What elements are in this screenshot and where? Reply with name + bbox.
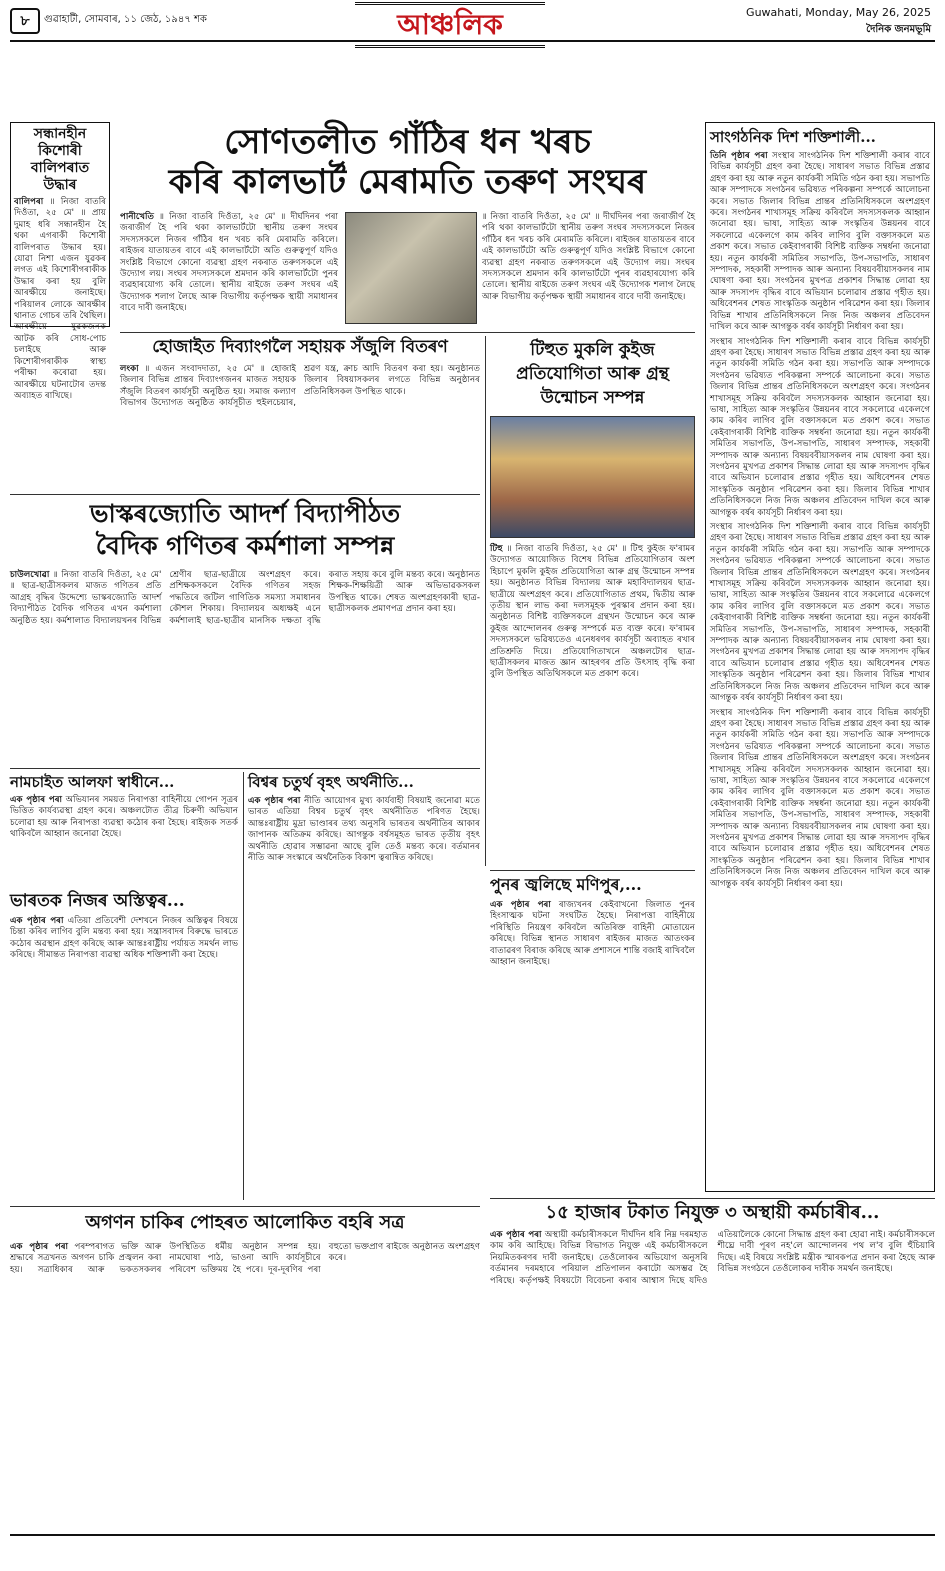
byline-bharat: এক পৃষ্ঠাৰ পৰা [10,916,64,926]
article-vedic [10,498,480,763]
byline-alpha: এক পৃষ্ঠাৰ পৰা [10,795,63,805]
body-bharat [10,916,238,1198]
body-kalvert-right [482,212,695,327]
headline-economy: বিশ্বৰ চতুৰ্থ বৃহৎ অৰ্থনীতি... [248,773,414,791]
headline-karmachari: ১৫ হাজাৰ টকাত নিযুক্ত ৩ অস্থায়ী কৰ্মচাৰীৰ... [545,1202,880,1223]
text-alpha: অভিযানৰ সময়ত নিৰাপত্তা বাহিনীয়ে গোপন সূত্ৰৰ ভিত্তিত কাৰ্যব্যৱস্থা গ্ৰহণ কৰে। অঞ্চলটোত তীব্ৰ চিৰুণী অভিযান চলোৱা হয় আৰু নিৰাপত্তা ব্যৱস্থা কঠোৰ কৰা হৈছে। ৰাইজক সতৰ্ক থাকিবলৈ আহ্বান জনোৱা হৈছে। [10,795,239,840]
dateline-assamese: গুৱাহাটী, সোমবাৰ, ১১ জেঠ, ১৯৪৭ শক [44,14,207,25]
footer-rule [10,1534,935,1536]
headline-alpha: নামচাইত আলফা স্বাধীনে... [10,773,175,791]
byline-sangathanik: তিনি পৃষ্ঠাৰ পৰা [710,151,768,161]
text-sangathanik-4: সংস্থাৰ সাংগঠনিক দিশ শক্তিশালী কৰাৰ বাবে বিভিন্ন কাৰ্যসূচী গ্ৰহণ কৰা হৈছে। সাধাৰণ সভাত বিভিন্ন প্ৰস্তাৱ গ্ৰহণ কৰা হয় আৰু নতুন কাৰ্যকৰী সমিতি গঠন কৰা হয়। সভাপতি আৰু সম্পাদকে সংগঠনৰ ভৱিষ্যত পৰিকল্পনা সম্পৰ্কে আলোচনা কৰে। সভাত জিলাৰ বিভিন্ন প্ৰান্তৰ প্ৰতিনিধিসকলে অংশগ্ৰহণ কৰে। সংগঠনৰ শাখাসমূহ সক্ৰিয় কৰিবলৈ সদস্যসকলক আহ্বান জনোৱা হয়। ভাষা, সাহিত্য আৰু সংস্কৃতিৰ উন্নয়নৰ বাবে সকলোৱে একেলগে কাম কৰিব লাগিব বুলি বক্তাসকলে মত প্ৰকাশ কৰে। সভাত কেইবাগৰাকী বিশিষ্ট ব্যক্তিক সম্বৰ্ধনা জনোৱা হয়। নতুন কাৰ্যকৰী সমিতিৰ সভাপতি, উপ-সভাপতি, সাধাৰণ সম্পাদক, সহকাৰী সম্পাদক আৰু অন্যান্য বিষয়ববীয়াসকলৰ নাম ঘোষণা কৰা হয়। সংগঠনৰ মুখপত্ৰ প্ৰকাশৰ সিদ্ধান্ত লোৱা হয় আৰু সদস্যপদ বৃদ্ধিৰ বাবে অভিযান চলোৱাৰ প্ৰস্তাৱ গৃহীত হয়। অধিবেশনৰ শেষত সাংস্কৃতিক অনুষ্ঠান পৰিৱেশন কৰা হয়। জিলাৰ বিভিন্ন শাখাৰ প্ৰতিনিধিসকলে নিজ নিজ অঞ্চলৰ প্ৰতিবেদন দাখিল কৰে আৰু আগন্তুক বৰ্ষৰ কাৰ্যসূচী নিৰ্ধাৰণ কৰা হয়। [710,707,930,889]
text-sangathanik-1: সংস্থাৰ সাংগঠনিক দিশ শক্তিশালী কৰাৰ বাবে বিভিন্ন কাৰ্যসূচী গ্ৰহণ কৰা হৈছে। সাধাৰণ সভাত বিভিন্ন প্ৰস্তাৱ গ্ৰহণ কৰা হয় আৰু নতুন কাৰ্যকৰী সমিতি গঠন কৰা হয়। সভাপতি আৰু সম্পাদকে সংগঠনৰ ভৱিষ্যত পৰিকল্পনা সম্পৰ্কে আলোচনা কৰে। সভাত জিলাৰ বিভিন্ন প্ৰান্তৰ প্ৰতিনিধিসকলে অংশগ্ৰহণ কৰে। সংগঠনৰ শাখাসমূহ সক্ৰিয় কৰিবলৈ সদস্যসকলক আহ্বান জনোৱা হয়। ভাষা, সাহিত্য আৰু সংস্কৃতিৰ উন্নয়নৰ বাবে সকলোৱে একেলগে কাম কৰিব লাগিব বুলি বক্তাসকলে মত প্ৰকাশ কৰে। সভাত কেইবাগৰাকী বিশিষ্ট ব্যক্তিক সম্বৰ্ধনা জনোৱা হয়। নতুন কাৰ্যকৰী সমিতিৰ সভাপতি, উপ-সভাপতি, সাধাৰণ সম্পাদক, সহকাৰী সম্পাদক আৰু অন্যান্য বিষয়ববীয়াসকলৰ নাম ঘোষণা কৰা হয়। সংগঠনৰ মুখপত্ৰ প্ৰকাশৰ সিদ্ধান্ত লোৱা হয় আৰু সদস্যপদ বৃদ্ধিৰ বাবে অভিযান চলোৱাৰ প্ৰস্তাৱ গৃহীত হয়। অধিবেশনৰ শেষত সাংস্কৃতিক অনুষ্ঠান পৰিৱেশন কৰা হয়। জিলাৰ বিভিন্ন শাখাৰ প্ৰতিনিধিসকলে নিজ নিজ অঞ্চলৰ প্ৰতিবেদন দাখিল কৰে আৰু আগন্তুক বৰ্ষৰ কাৰ্যসূচী নিৰ্ধাৰণ কৰা হয়। [710,151,931,333]
body-alpha [10,795,238,883]
divider-tihu [485,336,486,866]
headline-chakori: অগণন চাকিৰ পোহৰত আলোকিত বহৰি সত্ৰ [85,1212,405,1233]
text-tihu: ॥ নিজা বাতৰি দিওঁতা, ২৫ মে' ॥ টিহু কুইজ ফ'ৰামৰ উদ্যোগত আয়োজিত বিশেষ বিভিন্ন প্ৰতিযোগিতাৰ অংশ হিচাপে মুকলি কুইজ প্ৰতিযোগিতা আৰু গ্ৰন্থ উন্মোচন সম্পন্ন হয়। অনুষ্ঠানত বিভিন্ন বিদ্যালয় আৰু মহাবিদ্যালয়ৰ ছাত্ৰ-ছাত্ৰীয়ে অংশগ্ৰহণ কৰে। প্ৰতিযোগিতাত প্ৰথম, দ্বিতীয় আৰু তৃতীয় স্থান লাভ কৰা দলসমূহক পুৰস্কাৰ প্ৰদান কৰা হয়। অনুষ্ঠানত বিশিষ্ট ব্যক্তিসকলে গ্ৰন্থখন উন্মোচন কৰে আৰু কুইজ আন্দোলনৰ গুৰুত্ব সম্পৰ্কে মত ব্যক্ত কৰে। ফ'ৰামৰ সদস্যসকলে ভৱিষ্যতেও এনেধৰণৰ কাৰ্যসূচী অব্যাহত ৰখাৰ প্ৰতিশ্ৰুতি দিয়ে। প্ৰতিযোগিতাখনে অঞ্চলটোৰ ছাত্ৰ-ছাত্ৰীসকলৰ মাজত জ্ঞান আহৰণৰ প্ৰতি উৎসাহ বৃদ্ধি কৰা বুলি উপস্থিত অতিথিসকলে মত প্ৰকাশ কৰে। [490,544,695,680]
article-kalvert-headline [120,122,695,202]
masthead [0,0,945,108]
body-hojai [120,364,480,482]
article-sangathanik [705,122,935,1192]
article-economy [248,772,480,1200]
photo-kalvert [345,212,477,324]
page-number: ৮ [10,8,40,34]
text-manipur: ৰাজ্যখনৰ কেইবাখনো জিলাত পুনৰ হিংসাত্মক ঘটনা সংঘটিত হৈছে। নিৰাপত্তা বাহিনীয়ে পৰিস্থিতি নিয়ন্ত্ৰণ কৰিবলৈ অতিৰিক্ত বাহিনী মোতায়েন কৰিছে। বিভিন্ন স্থানত সাধাৰণ ৰাইজৰ মাজত আতংকৰ বাতাৱৰণ বিৰাজ কৰিছে আৰু প্ৰশাসনে শান্তি বজাই ৰাখিবলৈ আহ্বান জনাইছে। [490,900,695,968]
divider-chakori [10,1206,480,1207]
body-economy [248,796,480,1196]
section-logo: আঞ্চলিক [355,2,545,48]
body-tihu [490,544,695,844]
headline-kalvert-2: কৰি কালভাৰ্ট মেৰামতি তৰুণ সংঘৰ [168,162,647,202]
headline-manipur: পুনৰ জ্বলিছে মণিপুৰ,... [490,875,642,894]
article-kishori [10,122,110,401]
text-kalvert-cont: ॥ নিজা বাতৰি দিওঁতা, ২৫ মে' ॥ দীৰ্ঘদিনৰ পৰা জৰাজীৰ্ণ হৈ পৰি থকা কালভাৰ্টটো স্থানীয় তৰুণ সংঘৰ সদস্যসকলে নিজৰ গাঁঠিৰ ধন খৰচ কৰি মেৰামতি কৰিলে। ৰাইজৰ যাতায়তৰ বাবে এই কালভাৰ্টটো অতি গুৰুত্বপূৰ্ণ যদিও সংশ্লিষ্ট বিভাগে কোনো ব্যৱস্থা গ্ৰহণ নকৰাত তৰুণসকলে এই উদ্যোগ লয়। সংঘৰ সদস্যসকলে শ্ৰমদান কৰি কালভাৰ্টটো পুনৰ ব্যৱহাৰযোগ্য কৰি তোলে। স্থানীয় ৰাইজে তৰুণ সংঘৰ এই উদ্যোগক শলাগ লৈছে আৰু বিভাগীয় কৰ্তৃপক্ষক স্থায়ী সমাধানৰ বাবে দাবী জনাইছে। [482,212,695,302]
body-karmachari [490,1230,935,1526]
text-chakori: পৰম্পৰাগত ভক্তি আৰু শ্ৰদ্ধাৰে সত্ৰখনত অগণন চাকি প্ৰজ্বলন কৰা হয়। সত্ৰাধিকাৰ আৰু ভকতসকলৰ উপস্থিতিত ধৰ্মীয় অনুষ্ঠান সম্পন্ন হয়। নামঘোষা পাঠ, ভাওনা আদি কাৰ্যসূচীৰে পৰিবেশ ভক্তিময় হৈ পৰে। দূৰ-দূৰণিৰ পৰা বহুতো ভক্তপ্ৰাণ ৰাইজে অনুষ্ঠানত অংশগ্ৰহণ কৰে। [10,1242,480,1275]
text-sangathanik-2: সংস্থাৰ সাংগঠনিক দিশ শক্তিশালী কৰাৰ বাবে বিভিন্ন কাৰ্যসূচী গ্ৰহণ কৰা হৈছে। সাধাৰণ সভাত বিভিন্ন প্ৰস্তাৱ গ্ৰহণ কৰা হয় আৰু নতুন কাৰ্যকৰী সমিতি গঠন কৰা হয়। সভাপতি আৰু সম্পাদকে সংগঠনৰ ভৱিষ্যত পৰিকল্পনা সম্পৰ্কে আলোচনা কৰে। সভাত জিলাৰ বিভিন্ন প্ৰান্তৰ প্ৰতিনিধিসকলে অংশগ্ৰহণ কৰে। সংগঠনৰ শাখাসমূহ সক্ৰিয় কৰিবলৈ সদস্যসকলক আহ্বান জনোৱা হয়। ভাষা, সাহিত্য আৰু সংস্কৃতিৰ উন্নয়নৰ বাবে সকলোৱে একেলগে কাম কৰিব লাগিব বুলি বক্তাসকলে মত প্ৰকাশ কৰে। সভাত কেইবাগৰাকী বিশিষ্ট ব্যক্তিক সম্বৰ্ধনা জনোৱা হয়। নতুন কাৰ্যকৰী সমিতিৰ সভাপতি, উপ-সভাপতি, সাধাৰণ সম্পাদক, সহকাৰী সম্পাদক আৰু অন্যান্য বিষয়ববীয়াসকলৰ নাম ঘোষণা কৰা হয়। সংগঠনৰ মুখপত্ৰ প্ৰকাশৰ সিদ্ধান্ত লোৱা হয় আৰু সদস্যপদ বৃদ্ধিৰ বাবে অভিযান চলোৱাৰ প্ৰস্তাৱ গৃহীত হয়। অধিবেশনৰ শেষত সাংস্কৃতিক অনুষ্ঠান পৰিৱেশন কৰা হয়। জিলাৰ বিভিন্ন শাখাৰ প্ৰতিনিধিসকলে নিজ নিজ অঞ্চলৰ প্ৰতিবেদন দাখিল কৰে আৰু আগন্তুক বৰ্ষৰ কাৰ্যসূচী নিৰ্ধাৰণ কৰা হয়। [710,336,930,518]
body-manipur [490,900,695,1064]
body-chakori [10,1242,480,1526]
article-manipur [490,874,695,1064]
article-alpha [10,772,238,884]
photo-tihu [490,416,695,538]
divider-alpha [10,768,480,769]
byline-vedic: চাউলখোৱা [10,570,50,580]
article-hojai [120,336,480,491]
headline-hojai: হোজাইত দিব্যাংগলৈ সহায়ক সঁজুলি বিতৰণ [152,337,448,357]
text-vedic: ॥ নিজা বাতৰি দিওঁতা, ২৫ মে' ॥ ছাত্ৰ-ছাত্ৰীসকলৰ মাজত গণিতৰ প্ৰতি আগ্ৰহ বৃদ্ধিৰ উদ্দেশ্যে ভাস্কৰজ্যোতি আদৰ্শ বিদ্যাপীঠত বৈদিক গণিতৰ এখন কৰ্মশালা অনুষ্ঠিত হয়। কৰ্মশালাত বিদ্যালয়খনৰ বিভিন্ন শ্ৰেণীৰ ছাত্ৰ-ছাত্ৰীয়ে অংশগ্ৰহণ কৰে। প্ৰশিক্ষকসকলে বৈদিক গণিতৰ সহজ পদ্ধতিৰে জটিল গাণিতিক সমস্যা সমাধানৰ কৌশল শিকায়। বিদ্যালয়ৰ অধ্যক্ষই এনে কৰ্মশালাই ছাত্ৰ-ছাত্ৰীৰ মানসিক দক্ষতা বৃদ্ধি কৰাত সহায় কৰে বুলি মন্তব্য কৰে। অনুষ্ঠানত শিক্ষক-শিক্ষয়িত্ৰী আৰু অভিভাৱকসকল উপস্থিত থাকে। শেষত অংশগ্ৰহণকাৰী ছাত্ৰ-ছাত্ৰীসকলক প্ৰমাণপত্ৰ প্ৰদান কৰা হয়। [10,570,480,626]
divider-manipur [490,870,695,871]
body-sangathanik [710,151,930,1181]
text-sangathanik-3: সংস্থাৰ সাংগঠনিক দিশ শক্তিশালী কৰাৰ বাবে বিভিন্ন কাৰ্যসূচী গ্ৰহণ কৰা হৈছে। সাধাৰণ সভাত বিভিন্ন প্ৰস্তাৱ গ্ৰহণ কৰা হয় আৰু নতুন কাৰ্যকৰী সমিতি গঠন কৰা হয়। সভাপতি আৰু সম্পাদকে সংগঠনৰ ভৱিষ্যত পৰিকল্পনা সম্পৰ্কে আলোচনা কৰে। সভাত জিলাৰ বিভিন্ন প্ৰান্তৰ প্ৰতিনিধিসকলে অংশগ্ৰহণ কৰে। সংগঠনৰ শাখাসমূহ সক্ৰিয় কৰিবলৈ সদস্যসকলক আহ্বান জনোৱা হয়। ভাষা, সাহিত্য আৰু সংস্কৃতিৰ উন্নয়নৰ বাবে সকলোৱে একেলগে কাম কৰিব লাগিব বুলি বক্তাসকলে মত প্ৰকাশ কৰে। সভাত কেইবাগৰাকী বিশিষ্ট ব্যক্তিক সম্বৰ্ধনা জনোৱা হয়। নতুন কাৰ্যকৰী সমিতিৰ সভাপতি, উপ-সভাপতি, সাধাৰণ সম্পাদক, সহকাৰী সম্পাদক আৰু অন্যান্য বিষয়ববীয়াসকলৰ নাম ঘোষণা কৰা হয়। সংগঠনৰ মুখপত্ৰ প্ৰকাশৰ সিদ্ধান্ত লোৱা হয় আৰু সদস্যপদ বৃদ্ধিৰ বাবে অভিযান চলোৱাৰ প্ৰস্তাৱ গৃহীত হয়। অধিবেশনৰ শেষত সাংস্কৃতিক অনুষ্ঠান পৰিৱেশন কৰা হয়। জিলাৰ বিভিন্ন শাখাৰ প্ৰতিনিধিসকলে নিজ নিজ অঞ্চলৰ প্ৰতিবেদন দাখিল কৰে আৰু আগন্তুক বৰ্ষৰ কাৰ্যসূচী নিৰ্ধাৰণ কৰা হয়। [710,522,930,704]
headline-vedic-2: বৈদিক গণিতৰ কৰ্মশালা সম্পন্ন [95,531,395,560]
headline-sangathanik: সাংগঠনিক দিশ শক্তিশালী... [710,128,876,146]
article-tihu [490,338,695,866]
divider-karmachari [490,1198,935,1199]
paper-name: দৈনিক জনমভূমি [866,24,931,35]
body-vedic [10,570,480,760]
body-kalvert-left [120,212,338,327]
article-karmachari [490,1200,935,1530]
text-economy: নীতি আয়োগৰ মুখ্য কাৰ্যবাহী বিষয়াই জনোৱা মতে ভাৰত এতিয়া বিশ্বৰ চতুৰ্থ বৃহৎ অৰ্থনীতিত পৰিণত হৈছে। আন্তঃৰাষ্ট্ৰীয় মুদ্ৰা ভাণ্ডাৰৰ তথ্য অনুসৰি ভাৰতৰ অৰ্থনীতিৰ আকাৰ জাপানক অতিক্ৰম কৰিছে। আগন্তুক বৰ্ষসমূহত ভাৰত তৃতীয় বৃহৎ অৰ্থনীতি হোৱাৰ সম্ভাৱনা আছে বুলি তেওঁ মন্তব্য কৰে। বৰ্তমানৰ নীতি আৰু সংস্কাৰে অৰ্থনৈতিক বিকাশ ত্বৰান্বিত কৰিছে। [248,796,481,864]
byline-economy: এক পৃষ্ঠাৰ পৰা [248,796,301,806]
text-bharat: এতিয়া প্ৰতিবেশী দেশখনে নিজৰ অস্তিত্বৰ বিষয়ে চিন্তা কৰিব লাগিব বুলি মন্তব্য কৰা হয়। সন্ত্ৰাসবাদৰ বিৰুদ্ধে ভাৰতে কঠোৰ অৱস্থান গ্ৰহণ কৰিছে আৰু আন্তঃৰাষ্ট্ৰীয় পৰ্যায়ত সমৰ্থন লাভ কৰিছে। সীমান্তত নিৰাপত্তা ব্যৱস্থা অধিক শক্তিশালী কৰা হৈছে। [10,916,238,961]
byline-kishori: বালিপৰা [14,197,44,207]
text-hojai: ॥ এজন সংবাদদাতা, ২৫ মে' ॥ হোজাই জিলাৰ বিভিন্ন প্ৰান্তৰ দিব্যাংগজনৰ মাজত সহায়ক সঁজুলি বিতৰণ কাৰ্যসূচী অনুষ্ঠিত হয়। সমাজ কল্যাণ বিভাগৰ উদ্যোগত অনুষ্ঠিত কাৰ্যসূচীত হুইলচেয়াৰ, শ্ৰৱণ যন্ত্ৰ, ক্ৰাচ আদি বিতৰণ কৰা হয়। অনুষ্ঠানত জিলাৰ বিষয়াসকলৰ লগতে বিভিন্ন অনুষ্ঠানৰ প্ৰতিনিধিসকল উপস্থিত থাকে। [120,364,480,409]
divider-economy [243,772,244,1200]
headline-kalvert-1: সোণতলীত গাঁঠিৰ ধন খৰচ [224,122,591,162]
body-kishori [14,197,106,401]
dateline-english: Guwahati, Monday, May 26, 2025 [746,6,931,19]
byline-karmachari: এক পৃষ্ঠাৰ পৰা [490,1230,542,1240]
headline-bharat: ভাৰতক নিজৰ অস্তিত্বৰ... [10,891,185,911]
text-kalvert: ॥ নিজা বাতৰি দিওঁতা, ২৫ মে' ॥ দীৰ্ঘদিনৰ পৰা জৰাজীৰ্ণ হৈ পৰি থকা কালভাৰ্টটো স্থানীয় তৰুণ সংঘৰ সদস্যসকলে নিজৰ গাঁঠিৰ ধন খৰচ কৰি মেৰামতি কৰিলে। ৰাইজৰ যাতায়তৰ বাবে এই কালভাৰ্টটো অতি গুৰুত্বপূৰ্ণ যদিও সংশ্লিষ্ট বিভাগে কোনো ব্যৱস্থা গ্ৰহণ নকৰাত তৰুণসকলে এই উদ্যোগ লয়। সংঘৰ সদস্যসকলে শ্ৰমদান কৰি কালভাৰ্টটো পুনৰ ব্যৱহাৰযোগ্য কৰি তোলে। স্থানীয় ৰাইজে তৰুণ সংঘৰ এই উদ্যোগক শলাগ লৈছে আৰু বিভাগীয় কৰ্তৃপক্ষক স্থায়ী সমাধানৰ বাবে দাবী জনাইছে। [120,212,339,314]
headline-tihu: টিহুত মুকলি কুইজ প্ৰতিযোগিতা আৰু গ্ৰন্থ উন্মোচন সম্পন্ন [516,340,669,408]
byline-manipur: এক পৃষ্ঠাৰ পৰা [490,900,551,910]
text-kishori: ॥ নিজা বাতৰি দিওঁতা, ২৫ মে' ॥ প্ৰায় দুমাহ ধৰি সন্ধানহীন হৈ থকা এগৰাকী কিশোৰী বালিপৰাত উদ্ধাৰ হয়। যোৱা নিশা এজন যুৱকৰ লগত এই কিশোৰীগৰাকীক উদ্ধাৰ কৰা হয় বুলি আৰক্ষীয়ে জনাইছে। পৰিয়ালৰ লোকে আৰক্ষীৰ থানাত গোচৰ তৰি থৈছিল। আৰক্ষীয়ে যুৱকজনক আটক কৰি সোধ-পোচ চলাইছে আৰু কিশোৰীগৰাকীক স্বাস্থ্য পৰীক্ষা কৰোৱা হয়। আৰক্ষীয়ে ঘটনাটোৰ তদন্ত অব্যাহত ৰাখিছে। [14,197,106,401]
byline-chakori: এক পৃষ্ঠাৰ পৰা [10,1242,69,1252]
divider-hojai [120,332,695,333]
byline-tihu: টিহু [490,544,503,554]
article-bharat [10,890,238,1200]
byline-hojai: লংকা [120,364,139,374]
byline-kalvert: পানীখেতি [120,212,154,222]
text-karmachari: অস্থায়ী কৰ্মচাৰীসকলে দীৰ্ঘদিন ধৰি নিম্ন দৰমহাত কাম কৰি আহিছে। বিভিন্ন বিভাগত নিযুক্ত এই কৰ্মচাৰীসকলে নিয়মিতকৰণৰ দাবী জনাইছে। তেওঁলোকৰ অভিযোগ অনুসৰি বৰ্তমানৰ দৰমহাৰে পৰিয়াল প্ৰতিপালন কৰাটো অসম্ভৱ হৈ পৰিছে। কৰ্তৃপক্ষই বিষয়টো বিবেচনা কৰাৰ আশ্বাস দিছে যদিও এতিয়ালৈকে কোনো সিদ্ধান্ত গ্ৰহণ কৰা হোৱা নাই। কৰ্মচাৰীসকলে শীঘ্ৰে দাবী পূৰণ নহ'লে আন্দোলনৰ পথ ল'ব বুলি হুঁচিয়াৰি দিছে। এই বিষয়ে সংশ্লিষ্ট মন্ত্ৰীক স্মাৰকপত্ৰ প্ৰদান কৰা হৈছে আৰু বিভিন্ন সংগঠনে তেওঁলোকৰ দাবীক সমৰ্থন জনাইছে। [490,1230,935,1286]
divider-vedic [10,494,480,495]
masthead-rule [10,40,935,42]
headline-kishori: সন্ধানহীন কিশোৰী বালিপৰাত উদ্ধাৰ [30,126,90,193]
article-chakori [10,1210,480,1530]
headline-vedic-1: ভাস্কৰজ্যোতি আদৰ্শ বিদ্যাপীঠত [89,499,401,528]
